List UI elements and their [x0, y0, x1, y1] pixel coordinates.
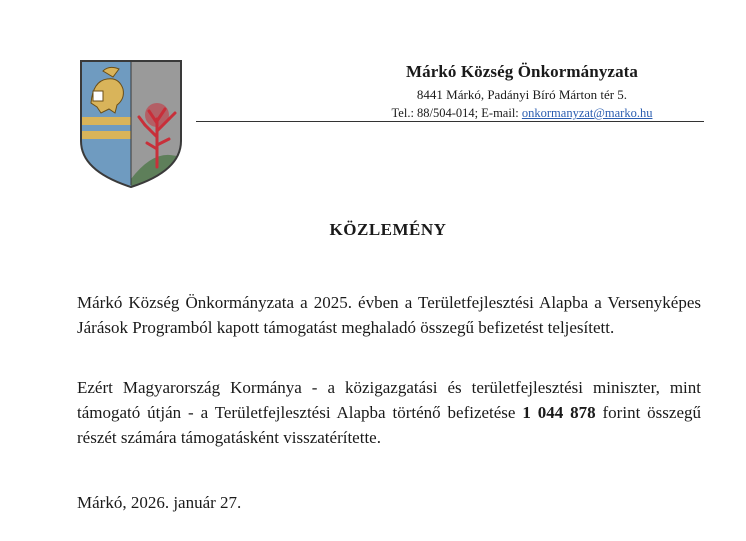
contact-text: Tel.: 88/504-014; E-mail: — [391, 106, 522, 120]
organization-name: Márkó Község Önkormányzata — [405, 62, 639, 81]
organization-address: 8441 Márkó, Padányi Bíró Márton tér 5. — [416, 87, 628, 102]
coat-of-arms-icon — [79, 59, 183, 189]
paragraph-2-text-before: Ezért Magyarország Kormánya - a közigazgatási és területfejlesztési miniszter, mint támogató útján - a Területfejlesztési Alapba történő befizetése — [77, 378, 701, 422]
dateline: Márkó, 2026. január 27. — [77, 493, 242, 512]
paragraph-2-text-after: forint összegű részét számára támogatásként visszatérítette. — [77, 403, 702, 447]
header-divider — [196, 121, 704, 122]
paragraph-1: Márkó Község Önkormányzata a 2025. évben a Területfejlesztési Alapba a Versenyképes Járások Programból kapott támogatást meghaladó összegű befizetést teljesített. — [77, 293, 701, 337]
organization-contact — [266, 106, 746, 121]
document-title: KÖZLEMÉNY — [329, 220, 447, 239]
letterhead — [196, 62, 708, 121]
email-link[interactable]: onkormanyzat@marko.hu — [521, 106, 653, 120]
refund-amount: 1 044 878 — [522, 403, 596, 422]
paragraph-2 — [77, 375, 701, 450]
